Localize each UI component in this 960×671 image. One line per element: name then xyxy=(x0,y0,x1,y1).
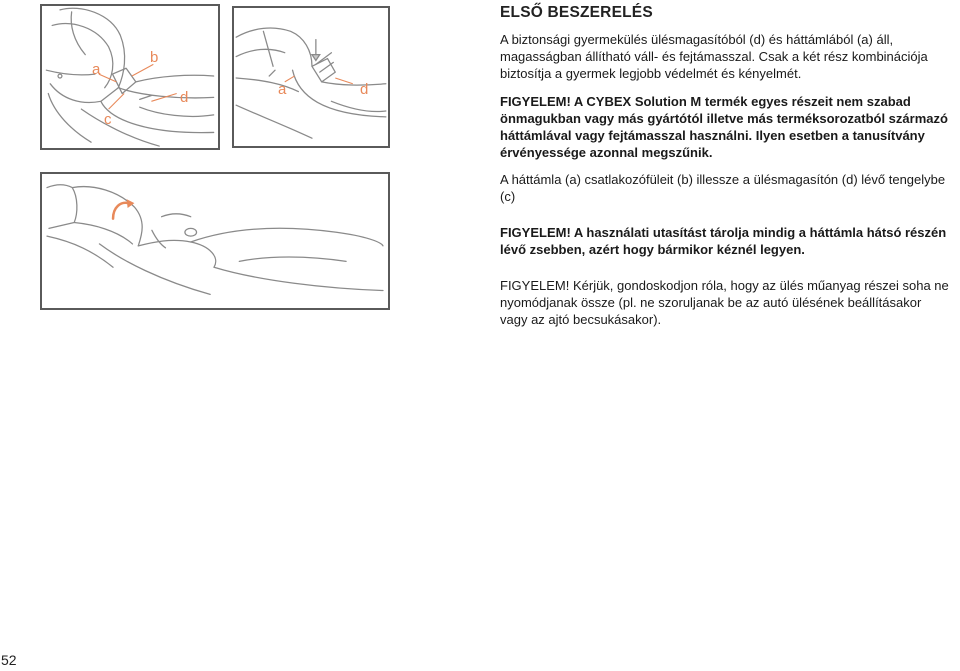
figure-1-illustration xyxy=(42,6,218,148)
section-title: ELSŐ BESZERELÉS xyxy=(500,4,653,21)
installation-text-column xyxy=(500,4,952,328)
intro-paragraph: A biztonsági gyermekülés ülésmagasítóból (d) és háttámlából (a) áll, magasságban állítható váll- és fejtámasszal. Csak a két rész kombinációja biztosítja a gyermek legjobb védelmét és kényelmét. xyxy=(500,32,928,81)
figure-1-label-b: b xyxy=(150,49,159,66)
warning-paragraph-1: FIGYELEM! A CYBEX Solution M termék egyes részeit nem szabad önmagukban vagy más gyártótól illetve más terméksorozatból származó háttámlával vagy fejtámasszal használni. Ilyen esetben a tanusítvány érvényessége azonnal megszűnik. xyxy=(500,94,948,160)
figure-2-illustration xyxy=(234,8,388,146)
page-number: 52 xyxy=(1,652,17,668)
instruction-paragraph: A háttámla (a) csatlakozófüleit (b) illessze a ülésmagasítón (d) lévő tengelybe (c) xyxy=(500,172,946,204)
figure-3-rotate-backrest xyxy=(40,172,390,310)
warning-paragraph-2: FIGYELEM! A használati utasítást tárolja mindig a háttámla hátsó részén lévő zsebben, azért hogy bármikor kéznél legyen. xyxy=(500,225,947,257)
figure-3-illustration xyxy=(42,174,388,308)
figure-1-label-a: a xyxy=(92,61,101,78)
figure-1-attach-backrest xyxy=(40,4,220,150)
warning-paragraph-3: FIGYELEM! Kérjük, gondoskodjon róla, hogy az ülés műanyag részei soha ne nyomódjanak össze (pl. ne szoruljanak be az autó ülésének beállításakor vagy az ajtó becsukásakor). xyxy=(500,278,949,327)
figure-2-label-d: d xyxy=(360,81,369,98)
figure-2-insert-backrest xyxy=(232,6,390,148)
figure-1-label-c: c xyxy=(104,111,112,128)
figure-1-label-d: d xyxy=(180,89,189,106)
figure-2-label-a: a xyxy=(278,81,287,98)
